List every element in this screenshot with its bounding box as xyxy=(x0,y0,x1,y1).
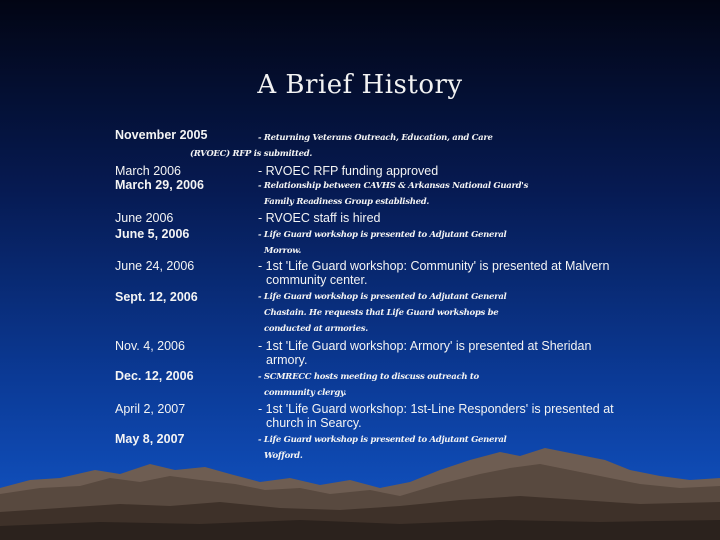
timeline-entry-line: Morrow. xyxy=(264,246,302,256)
timeline-date: June 24, 2006 xyxy=(115,259,195,273)
timeline-entry-line: - Relationship between CAVHS & Arkansas National Guard's xyxy=(258,181,529,191)
timeline-date: November 2005 xyxy=(115,128,208,142)
page-title: A Brief History xyxy=(257,70,463,100)
timeline-entry-line: (RVOEC) RFP is submitted. xyxy=(190,149,313,159)
timeline-entry-line: - Life Guard workshop is presented to Adjutant General xyxy=(258,435,507,445)
timeline-date: March 2006 xyxy=(115,164,182,178)
timeline-entry-line: - Returning Veterans Outreach, Education, and Care xyxy=(258,133,493,143)
timeline-entry-line: Chastain. He requests that Life Guard workshops be xyxy=(264,308,499,318)
timeline-entry xyxy=(258,339,608,367)
timeline-entry xyxy=(258,259,618,287)
timeline-entry-line: community clergy. xyxy=(264,388,347,398)
timeline-entry-line: - SCMRECC hosts meeting to discuss outreach to xyxy=(258,372,479,382)
timeline-entry xyxy=(258,178,608,210)
timeline-entry xyxy=(258,164,608,178)
timeline-entry-line: - Life Guard workshop is presented to Adjutant General xyxy=(258,230,507,240)
timeline-entry xyxy=(258,211,608,225)
timeline-entry-line: Wofford. xyxy=(264,451,303,461)
timeline-date: April 2, 2007 xyxy=(115,402,186,416)
timeline-date: March 29, 2006 xyxy=(115,178,204,192)
timeline-entry-line: church in Searcy. xyxy=(266,416,362,430)
timeline-date: June 5, 2006 xyxy=(115,227,190,241)
timeline-entry-line: - RVOEC staff is hired xyxy=(258,211,381,225)
timeline-entry xyxy=(258,289,608,337)
timeline-date: June 2006 xyxy=(115,211,174,225)
timeline-entry-line: - 1st 'Life Guard workshop: 1st-Line Responders' is presented at xyxy=(258,402,614,416)
timeline-entry-line: Family Readiness Group established. xyxy=(264,197,429,207)
timeline-entry xyxy=(258,227,608,259)
timeline-entry-line: conducted at armories. xyxy=(264,324,368,334)
timeline-entry-line: - RVOEC RFP funding approved xyxy=(258,164,439,178)
mountain-range-illustration xyxy=(0,430,720,540)
timeline-entry xyxy=(258,402,618,430)
timeline-entry-line: armory. xyxy=(266,353,308,367)
timeline-date: Sept. 12, 2006 xyxy=(115,290,198,304)
timeline-entry-line: - Life Guard workshop is presented to Adjutant General xyxy=(258,292,507,302)
timeline-entry-line: - 1st 'Life Guard workshop: Community' is presented at Malvern xyxy=(258,259,610,273)
timeline-entry-line: community center. xyxy=(266,273,368,287)
timeline-entry xyxy=(190,130,618,162)
timeline-entry xyxy=(258,369,608,401)
timeline-date: May 8, 2007 xyxy=(115,432,185,446)
timeline-date: Nov. 4, 2006 xyxy=(115,339,185,353)
timeline-entry-line: - 1st 'Life Guard workshop: Armory' is presented at Sheridan xyxy=(258,339,592,353)
timeline-date: Dec. 12, 2006 xyxy=(115,369,194,383)
